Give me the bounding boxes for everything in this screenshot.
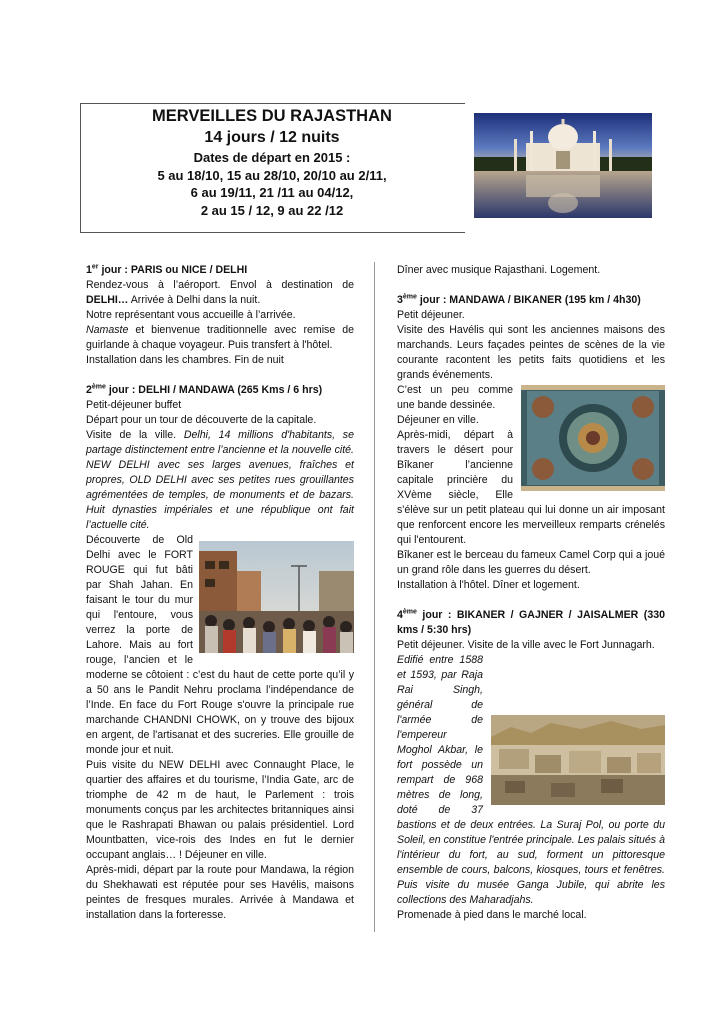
dates-line-2: 6 au 19/11, 21 /11 au 04/12,: [190, 185, 354, 200]
dates-label: Dates de départ en 2015 :: [193, 150, 351, 165]
painted-ceiling-photo: [521, 385, 665, 491]
day-2-heading: 2ème jour : DELHI / MANDAWA (265 Kms / 6 hrs): [86, 383, 323, 396]
trip-duration: 14 jours / 12 nuits: [204, 129, 340, 146]
day-3-text: Petit déjeuner.: [397, 309, 465, 321]
day-2-text: Petit-déjeuner buffet: [86, 399, 182, 411]
day-4-text: Petit déjeuner. Visite de la ville avec le Fort Junnagarh.: [397, 639, 655, 651]
day-1-text: Rendez-vous à l’aéroport. Envol à destination de DELHI… Arrivée à Delhi dans la nuit.: [86, 279, 354, 306]
right-column: Dîner avec musique Rajasthani. Logement. 3ème jour : MANDAWA / BIKANER (195 km / 4h30) Petit déjeuner. Visite des Havélis qui sont les anciennes maisons des marchands. Leurs façades peintes de scènes de la vie courante racontent les petits faits quotidiens et les grands événements. C’est un peu comme une bande dessinée. Déjeuner en ville. Après-midi, départ à travers le désert pour Bîkaner l’ancienne capitale princière du XVème siècle, Elle s'élève sur un petit plateau qui lui donne un air imposant que renforcent encore les merveilleux remparts crénelés qui l'entourent. Bîkaner est le berceau du fameux Camel Corp qui a joué un grand rôle dans les guerres du désert. Installation à l'hôtel. Dîner et logement. 4ème jour : BIKANER / GAJNER / JAISALMER (330 kms / 5:30 hrs) Petit déjeuner. Visite de la ville avec le Fort Junnagarh. Edifié entre 1588 et 1593, par Raja Rai Singh, général de l'armée de l'empereur Moghol Akbar, le fort possède un rempart de 968 mètres de long, doté de 37 bastions et de deux entrées. La Suraj Pol, ou porte du Soleil, en constitue l'entrée principale. Les palais situés à l'intérieur du fort, au sud, forment un pittoresque ensemble de cours, balcons, kiosques, tours et fenêtres. Puis visite du musée Ganga Jubile, qui abrite les collections des Maharadjahs. Promenade à pied dans le marché local.: [397, 264, 665, 921]
dates-line-1: 5 au 18/10, 15 au 28/10, 20/10 au 2/11,: [157, 167, 387, 183]
trip-title: MERVEILLES DU RAJASTHAN: [152, 107, 392, 125]
day-4-heading: 4ème jour : BIKANER / GAJNER / JAISALMER (330 kms / 5:30 hrs): [397, 608, 665, 636]
jaisalmer-fort-photo: [491, 715, 665, 805]
old-delhi-street-photo: [199, 541, 354, 653]
day-1-heading: 1er jour : PARIS ou NICE / DELHI: [86, 263, 248, 276]
header: [80, 106, 464, 219]
taj-mahal-photo: [474, 113, 652, 218]
column-divider: [374, 262, 375, 932]
day-3-heading: 3ème jour : MANDAWA / BIKANER (195 km / 4h30): [397, 293, 641, 306]
dates-line-3: 2 au 15 / 12, 9 au 22 /12: [200, 202, 344, 218]
left-column: 1er jour : PARIS ou NICE / DELHI Rendez-vous à l’aéroport. Envol à destination de DELHI… Arrivée à Delhi dans la nuit. Notre représentant vous accueille à l’arrivée. Namaste et bienvenue traditionnelle avec remise de guirlande à chaque voyageur. Puis transfert à l'hôtel. Installation dans les chambres. Fin de nuit 2ème jour : DELHI / MANDAWA (265 Kms / 6 hrs) Petit-déjeuner buffet Départ pour un tour de découverte de la capitale. Visite de la ville. Delhi, 14 millions d'habitants, se partage distinctement entre l’ancienne et la nouvelle cité. NEW DELHI avec ses larges avenues, fraîches et propres, OLD DELHI avec ses petites rues grouillantes agrémentées de temples, de monuments et de bazars. Huit dynasties impériales et une république ont fait l’actuelle cité. Découverte de Old Delhi avec le FORT ROUGE qui fut bâti par Shah Jahan. En faisant le tour du mur qui l'entoure, vous verrez la porte de Lahore. Mais au fort rouge, l’ancien et le moderne se côtoient : c’est du haut de cette porte qu’il y a 50 ans le Pandit Nehru proclama l’indépendance de l’Inde. En face du Fort Rouge s'ouvre la principale rue marchande CHANDNI CHOWK, on y trouve des bijoux en argent, de l'artisanat et des sucreries. Elle grouille de monde jour et nuit. Puis visite du NEW DELHI avec Connaught Place, le quartier des affaires et du tourisme, l’India Gate, arc de triomphe de 42 m de haut, le Parlement : trois monuments conçus par les architectes britanniques ainsi que le Rashrapati Bhawan ou palais présidentiel. Lord Mountbatten, vice-rois des Indes en fut le dernier occupant anglais… ! Déjeuner en ville. Après-midi, départ par la route pour Mandawa, la région du Shekhawati est réputée pour ses Havélis, maisons peintes de fresques murales. Arrivée à Mandawa et installation dans la forteresse.: [86, 263, 354, 921]
